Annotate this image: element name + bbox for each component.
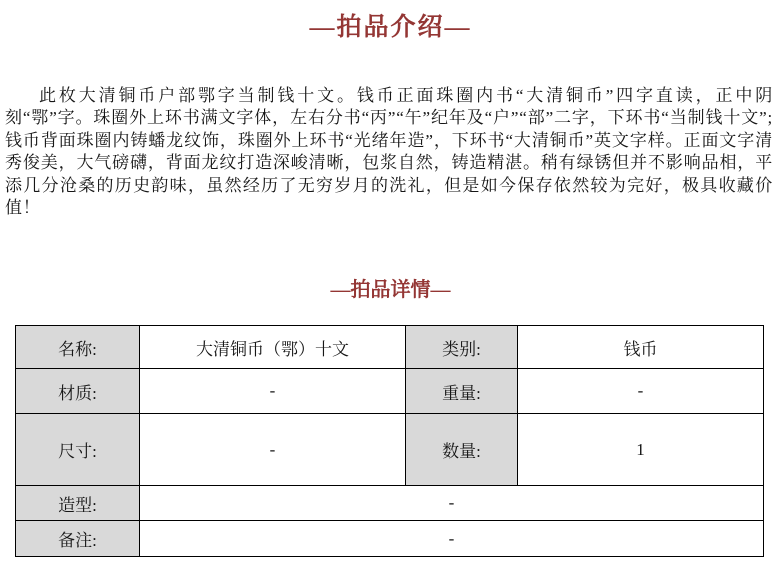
weight-value-cell: - bbox=[518, 369, 764, 414]
item-description-paragraph: 此枚大清铜币户部鄂字当制钱十文。钱币正面珠圈内书“大清铜币”四字直读，正中阴刻“鄂”字。珠圈外上环书满文字体，左右分书“丙”“午”纪年及“户”“部”二字，下环书“当制钱十文”;钱币背面珠圈内铸蟠龙纹饰，珠圈外上环书“光绪年造”，下环书“大清铜币”英文字样。正面文字清秀俊美，大气磅礴，背面龙纹打造深峻清晰，包浆自然，铸造精湛。稍有绿锈但并不影响品相，平添几分沧桑的历史韵味，虽然经历了无穷岁月的洗礼，但是如今保存依然较为完好，极具收藏价值！ bbox=[5, 86, 773, 218]
shape-value-cell: - bbox=[140, 486, 764, 521]
name-label-cell: 名称: bbox=[16, 326, 140, 369]
size-label-cell: 尺寸: bbox=[16, 414, 140, 486]
details-section-title: —拍品详情— bbox=[330, 279, 451, 302]
table-row bbox=[16, 486, 764, 521]
table-row bbox=[16, 326, 764, 369]
remark-value-cell: - bbox=[140, 521, 764, 557]
intro-section-title: —拍品介绍— bbox=[309, 14, 472, 41]
table-row bbox=[16, 369, 764, 414]
auction-item-page bbox=[0, 13, 781, 583]
shape-label-cell: 造型: bbox=[16, 486, 140, 521]
category-label-cell: 类别: bbox=[406, 326, 518, 369]
table-row bbox=[16, 414, 764, 486]
name-value-cell: 大清铜币（鄂）十文 bbox=[140, 326, 406, 369]
quantity-value-cell: 1 bbox=[518, 414, 764, 486]
weight-label-cell: 重量: bbox=[406, 369, 518, 414]
size-value-cell: - bbox=[140, 414, 406, 486]
remark-label-cell: 备注: bbox=[16, 521, 140, 557]
quantity-label-cell: 数量: bbox=[406, 414, 518, 486]
category-value-cell: 钱币 bbox=[518, 326, 764, 369]
details-table bbox=[15, 325, 764, 557]
material-label-cell: 材质: bbox=[16, 369, 140, 414]
material-value-cell: - bbox=[140, 369, 406, 414]
table-row bbox=[16, 521, 764, 557]
